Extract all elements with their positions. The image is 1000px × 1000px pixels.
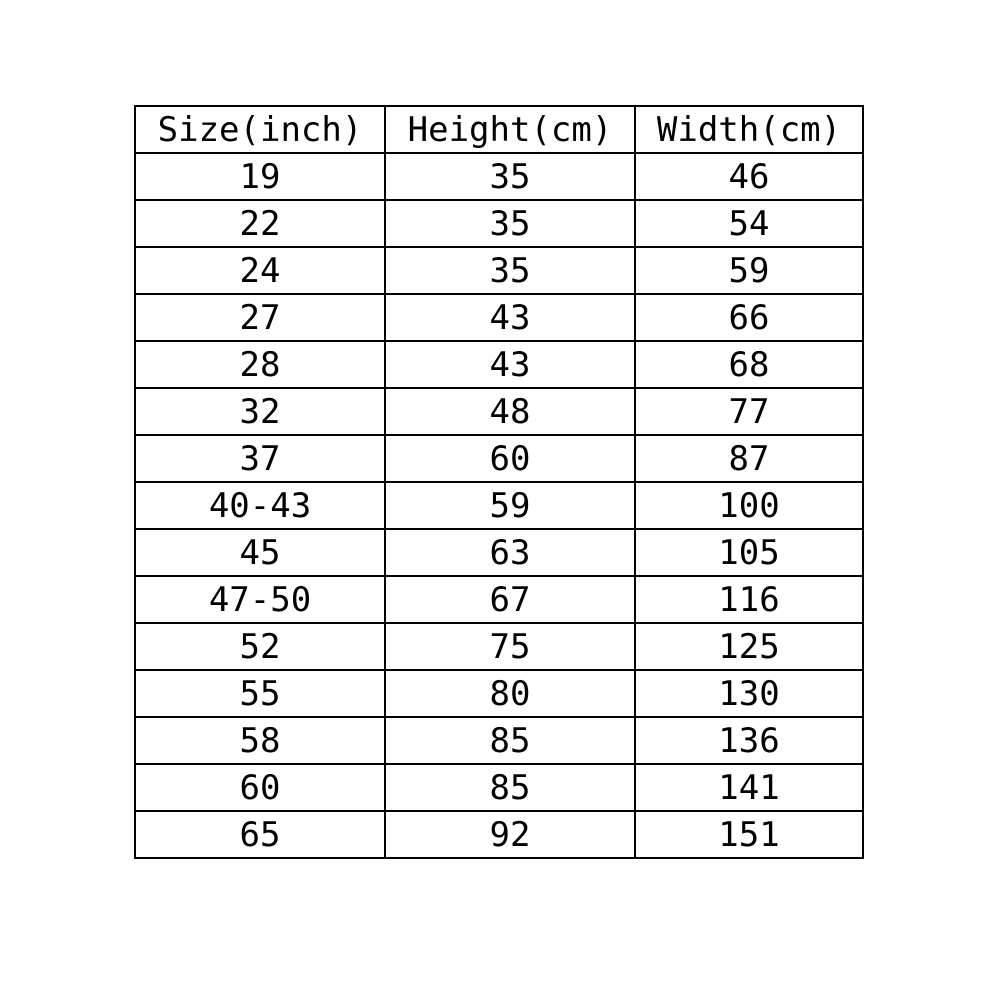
table-row	[135, 811, 863, 858]
height-cell: 63	[385, 529, 635, 576]
table-row	[135, 482, 863, 529]
width-cell: 136	[635, 717, 863, 764]
height-cell: 35	[385, 153, 635, 200]
height-cell: 80	[385, 670, 635, 717]
height-cell: 59	[385, 482, 635, 529]
size-cell: 47-50	[135, 576, 385, 623]
height-cell: 67	[385, 576, 635, 623]
table-row	[135, 388, 863, 435]
size-cell: 28	[135, 341, 385, 388]
table-body	[135, 153, 863, 858]
width-cell: 141	[635, 764, 863, 811]
height-cell: 43	[385, 294, 635, 341]
header-width: Width(cm)	[635, 106, 863, 153]
table-row	[135, 435, 863, 482]
header-height: Height(cm)	[385, 106, 635, 153]
width-cell: 66	[635, 294, 863, 341]
header-size: Size(inch)	[135, 106, 385, 153]
size-cell: 27	[135, 294, 385, 341]
width-cell: 68	[635, 341, 863, 388]
width-cell: 130	[635, 670, 863, 717]
height-cell: 35	[385, 200, 635, 247]
width-cell: 105	[635, 529, 863, 576]
table-header-row	[135, 106, 863, 153]
table-row	[135, 294, 863, 341]
table-row	[135, 670, 863, 717]
width-cell: 87	[635, 435, 863, 482]
size-cell: 19	[135, 153, 385, 200]
table-row	[135, 341, 863, 388]
table-row	[135, 200, 863, 247]
height-cell: 75	[385, 623, 635, 670]
size-cell: 24	[135, 247, 385, 294]
size-cell: 37	[135, 435, 385, 482]
size-cell: 45	[135, 529, 385, 576]
size-cell: 32	[135, 388, 385, 435]
size-chart-table	[134, 105, 864, 859]
table-row	[135, 247, 863, 294]
size-cell: 22	[135, 200, 385, 247]
height-cell: 43	[385, 341, 635, 388]
table-row	[135, 623, 863, 670]
height-cell: 85	[385, 764, 635, 811]
table-row	[135, 764, 863, 811]
size-cell: 58	[135, 717, 385, 764]
height-cell: 60	[385, 435, 635, 482]
height-cell: 92	[385, 811, 635, 858]
width-cell: 100	[635, 482, 863, 529]
width-cell: 77	[635, 388, 863, 435]
table-row	[135, 576, 863, 623]
size-cell: 65	[135, 811, 385, 858]
height-cell: 85	[385, 717, 635, 764]
height-cell: 48	[385, 388, 635, 435]
table-row	[135, 529, 863, 576]
table-row	[135, 717, 863, 764]
width-cell: 116	[635, 576, 863, 623]
width-cell: 59	[635, 247, 863, 294]
table-row	[135, 153, 863, 200]
size-cell: 40-43	[135, 482, 385, 529]
width-cell: 125	[635, 623, 863, 670]
size-cell: 52	[135, 623, 385, 670]
size-cell: 55	[135, 670, 385, 717]
width-cell: 151	[635, 811, 863, 858]
height-cell: 35	[385, 247, 635, 294]
width-cell: 46	[635, 153, 863, 200]
width-cell: 54	[635, 200, 863, 247]
size-cell: 60	[135, 764, 385, 811]
